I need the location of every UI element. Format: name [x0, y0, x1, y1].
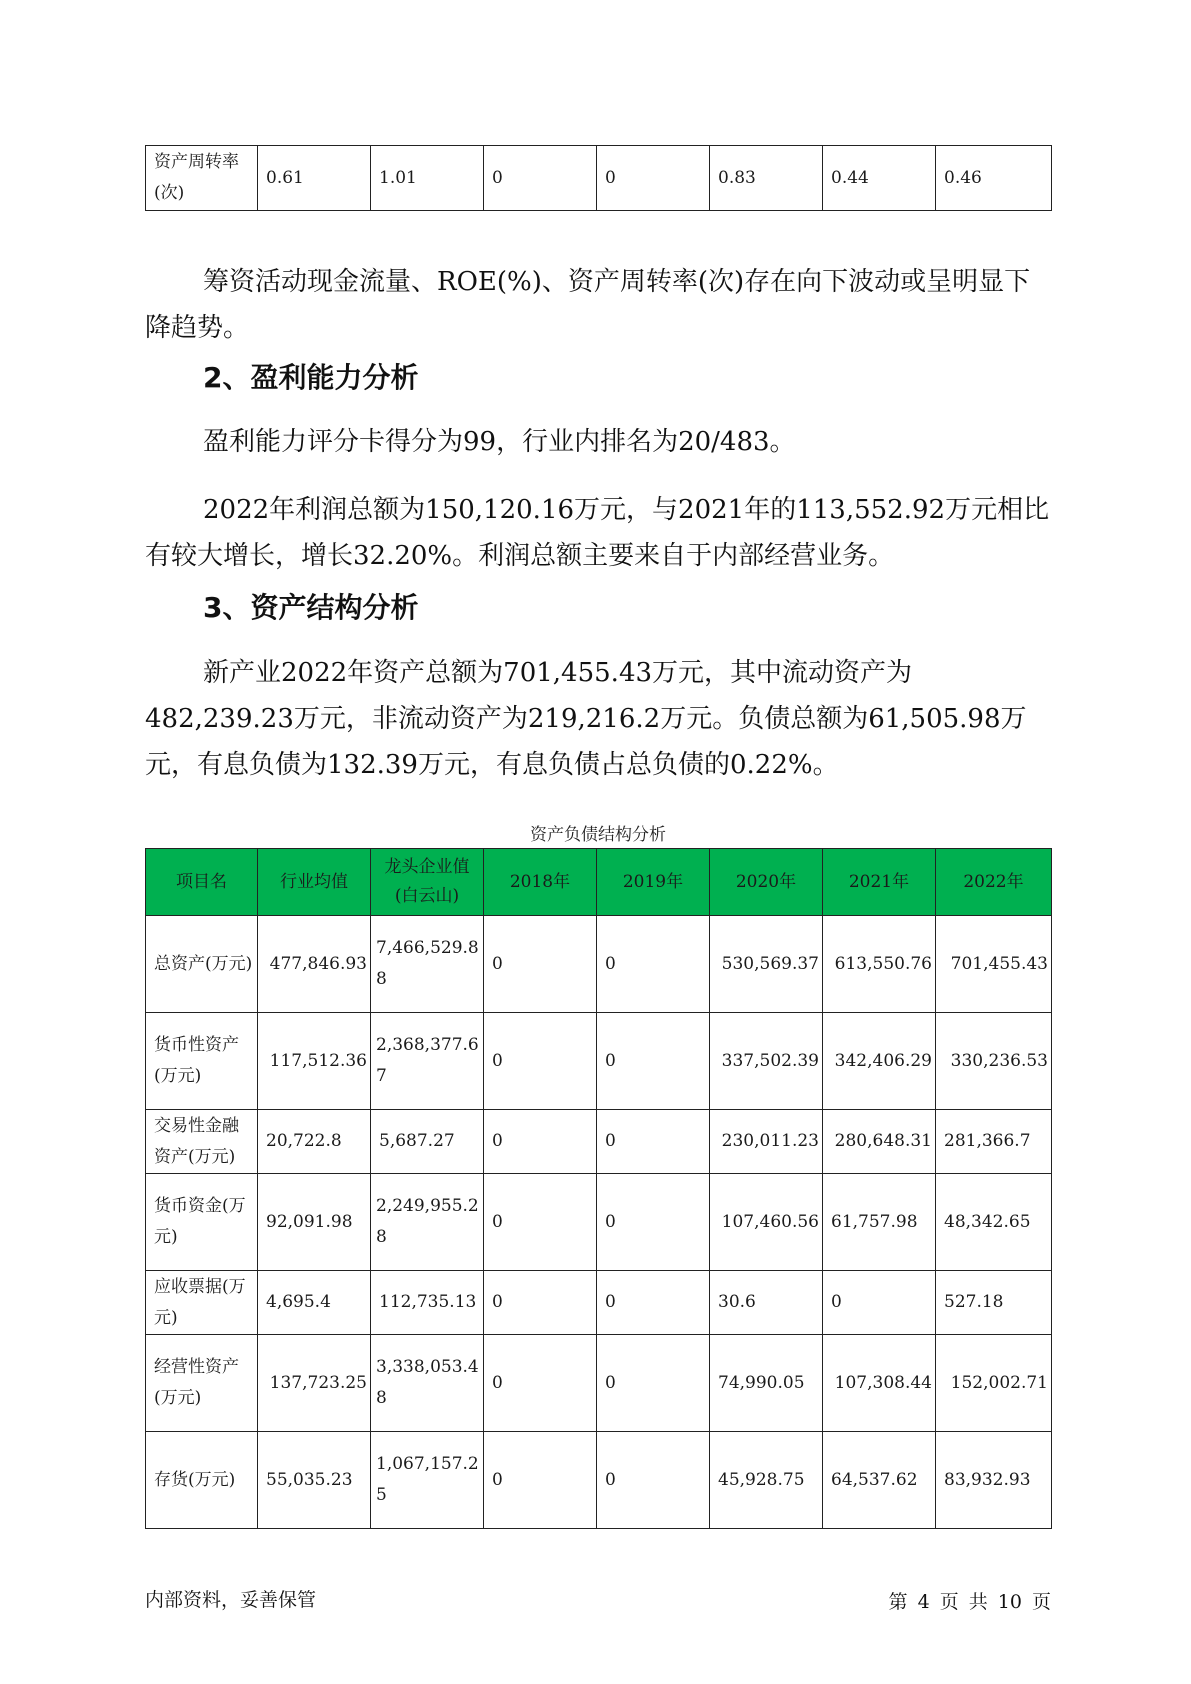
cell-2018: 0	[484, 1335, 597, 1432]
cell-2019: 0	[597, 1335, 710, 1432]
paragraph-asset-structure: 新产业2022年资产总额为701,455.43万元，其中流动资产为482,239.23万元，非流动资产为219,216.2万元。负债总额为61,505.98万元，有息负债为132.39万元，有息负债占总负债的0.22%。	[145, 658, 1027, 780]
cell-leader-value: 5,687.27	[371, 1110, 484, 1174]
cell-leader-value: 2,368,377.67	[371, 1013, 484, 1110]
cell-2019: 0	[597, 916, 710, 1013]
balance-structure-table	[145, 848, 1052, 1529]
row-label: 货币资金(万元)	[146, 1174, 258, 1271]
paragraph-profit-score: 盈利能力评分卡得分为99，行业内排名为20/483。	[203, 427, 796, 457]
cell-2019: 0	[597, 1271, 710, 1335]
cell-2020: 337,502.39	[710, 1013, 823, 1110]
cell-2021: 61,757.98	[823, 1174, 936, 1271]
cell-2021: 64,537.62	[823, 1432, 936, 1529]
cell-industry-average: 20,722.8	[258, 1110, 371, 1174]
cell-2019: 0	[597, 146, 710, 211]
cell-industry-average: 0.61	[258, 146, 371, 211]
cell-2020: 30.6	[710, 1271, 823, 1335]
table-row	[146, 1110, 1052, 1174]
cell-2020: 107,460.56	[710, 1174, 823, 1271]
cell-industry-average: 55,035.23	[258, 1432, 371, 1529]
header-2018: 2018年	[484, 849, 597, 916]
cell-2021: 0	[823, 1271, 936, 1335]
cell-leader-value: 3,338,053.48	[371, 1335, 484, 1432]
row-label: 存货(万元)	[146, 1432, 258, 1529]
cell-2022: 701,455.43	[936, 916, 1052, 1013]
paragraph-profit-total: 2022年利润总额为150,120.16万元，与2021年的113,552.92万元相比有较大增长，增长32.20%。利润总额主要来自于内部经营业务。	[145, 495, 1050, 571]
cell-2021: 280,648.31	[823, 1110, 936, 1174]
row-label: 资产周转率(次)	[146, 146, 258, 211]
row-label: 货币性资产(万元)	[146, 1013, 258, 1110]
cell-leader-value: 1.01	[371, 146, 484, 211]
header-2020: 2020年	[710, 849, 823, 916]
cell-2022: 83,932.93	[936, 1432, 1052, 1529]
table-caption: 资产负债结构分析	[530, 825, 666, 845]
header-item-name: 项目名	[146, 849, 258, 916]
cell-2021: 107,308.44	[823, 1335, 936, 1432]
cell-2020: 45,928.75	[710, 1432, 823, 1529]
cell-2018: 0	[484, 916, 597, 1013]
cell-2019: 0	[597, 1110, 710, 1174]
table-header-row	[146, 849, 1052, 916]
row-label: 经营性资产(万元)	[146, 1335, 258, 1432]
cell-2018: 0	[484, 1013, 597, 1110]
cell-2021: 0.44	[823, 146, 936, 211]
cell-2018: 0	[484, 1271, 597, 1335]
cell-2022: 48,342.65	[936, 1174, 1052, 1271]
cell-2022: 281,366.7	[936, 1110, 1052, 1174]
cell-2021: 342,406.29	[823, 1013, 936, 1110]
cell-2019: 0	[597, 1174, 710, 1271]
header-2021: 2021年	[823, 849, 936, 916]
cell-2022: 527.18	[936, 1271, 1052, 1335]
cell-2020: 230,011.23	[710, 1110, 823, 1174]
table-row	[146, 916, 1052, 1013]
row-label: 应收票据(万元)	[146, 1271, 258, 1335]
cell-industry-average: 117,512.36	[258, 1013, 371, 1110]
section-heading-profitability: 2、盈利能力分析	[203, 361, 419, 394]
table-row	[146, 146, 1052, 211]
cell-2018: 0	[484, 1432, 597, 1529]
cell-industry-average: 477,846.93	[258, 916, 371, 1013]
header-industry-average: 行业均值	[258, 849, 371, 916]
header-leader-value: 龙头企业值(白云山)	[371, 849, 484, 916]
cell-leader-value: 2,249,955.28	[371, 1174, 484, 1271]
header-2019: 2019年	[597, 849, 710, 916]
cell-2021: 613,550.76	[823, 916, 936, 1013]
cell-2020: 74,990.05	[710, 1335, 823, 1432]
cell-2022: 152,002.71	[936, 1335, 1052, 1432]
header-2022: 2022年	[936, 849, 1052, 916]
cell-leader-value: 112,735.13	[371, 1271, 484, 1335]
paragraph-trend: 筹资活动现金流量、ROE(%)、资产周转率(次)存在向下波动或呈明显下降趋势。	[145, 267, 1031, 343]
footer-page-number: 第 4 页 共 10 页	[888, 1591, 1051, 1613]
cell-2018: 0	[484, 146, 597, 211]
cell-2018: 0	[484, 1110, 597, 1174]
cell-industry-average: 4,695.4	[258, 1271, 371, 1335]
footer-confidential-note: 内部资料，妥善保管	[145, 1589, 317, 1611]
cell-2022: 0.46	[936, 146, 1052, 211]
table-row	[146, 1013, 1052, 1110]
table-row	[146, 1271, 1052, 1335]
cell-2020: 0.83	[710, 146, 823, 211]
cell-industry-average: 92,091.98	[258, 1174, 371, 1271]
cell-2019: 0	[597, 1013, 710, 1110]
cell-2018: 0	[484, 1174, 597, 1271]
table-row	[146, 1432, 1052, 1529]
cell-industry-average: 137,723.25	[258, 1335, 371, 1432]
row-label: 交易性金融资产(万元)	[146, 1110, 258, 1174]
table-row	[146, 1174, 1052, 1271]
cell-2020: 530,569.37	[710, 916, 823, 1013]
cell-leader-value: 1,067,157.25	[371, 1432, 484, 1529]
cell-leader-value: 7,466,529.88	[371, 916, 484, 1013]
row-label: 总资产(万元)	[146, 916, 258, 1013]
cell-2022: 330,236.53	[936, 1013, 1052, 1110]
cell-2019: 0	[597, 1432, 710, 1529]
asset-turnover-table	[145, 145, 1052, 211]
table-row	[146, 1335, 1052, 1432]
section-heading-asset-structure: 3、资产结构分析	[203, 591, 419, 624]
